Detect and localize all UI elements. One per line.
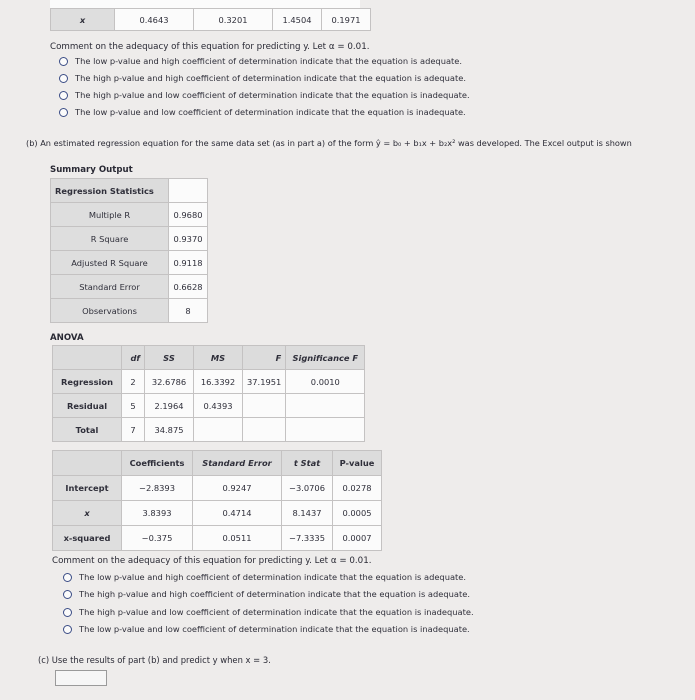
- part-a-x-tstat: 1.4504: [273, 9, 322, 31]
- option-label: The low p-value and low coefficient of determination indicate that the equation is inadequate.: [79, 624, 470, 634]
- anova-df: 5: [122, 394, 145, 418]
- coef-header-blank: [53, 451, 122, 476]
- part-a-comment: Comment on the adequacy of this equation for predicting y. Let α = 0.01.: [50, 42, 370, 52]
- anova-ss: 34.875: [145, 418, 194, 442]
- stat-label: Standard Error: [51, 275, 169, 299]
- radio-button[interactable]: [59, 108, 68, 117]
- coef-tstat: 8.1437: [282, 501, 333, 526]
- coef-row-label: x: [53, 501, 122, 526]
- empty-cell: [169, 179, 208, 203]
- stat-value: 8: [169, 299, 208, 323]
- coef-value: −2.8393: [122, 476, 193, 501]
- part-a-x-coef: 0.4643: [115, 9, 194, 31]
- stat-label: R Square: [51, 227, 169, 251]
- part-a-option-3[interactable]: [59, 88, 470, 102]
- part-a-option-2[interactable]: [59, 71, 466, 85]
- anova-header-f: F: [243, 346, 286, 370]
- coef-header-p-value: P-value: [333, 451, 382, 476]
- part-a-x-pvalue: 0.1971: [322, 9, 371, 31]
- anova-ms: [194, 418, 243, 442]
- anova-header-ss: SS: [145, 346, 194, 370]
- stat-label: Adjusted R Square: [51, 251, 169, 275]
- anova-header-blank: [53, 346, 122, 370]
- stat-value: 0.9370: [169, 227, 208, 251]
- anova-header-ms: MS: [194, 346, 243, 370]
- radio-button[interactable]: [63, 590, 72, 599]
- coef-header-coefficients: Coefficients: [122, 451, 193, 476]
- anova-f: [243, 394, 286, 418]
- radio-button[interactable]: [63, 608, 72, 617]
- coef-se: 0.4714: [193, 501, 282, 526]
- part-c-prompt: (c) Use the results of part (b) and predict y when x = 3.: [38, 655, 271, 665]
- stat-value: 0.6628: [169, 275, 208, 299]
- coef-row-label: Intercept: [53, 476, 122, 501]
- coef-pvalue: 0.0278: [333, 476, 382, 501]
- regression-statistics-header: Regression Statistics: [51, 179, 169, 203]
- anova-sig: [286, 394, 365, 418]
- part-c-answer-input[interactable]: [55, 670, 107, 686]
- option-label: The high p-value and high coefficient of determination indicate that the equation is adequate.: [75, 73, 466, 83]
- anova-title: ANOVA: [50, 333, 84, 343]
- coef-header-t-stat: t Stat: [282, 451, 333, 476]
- radio-button[interactable]: [59, 91, 68, 100]
- anova-row-label: Regression: [53, 370, 122, 394]
- stat-label: Multiple R: [51, 203, 169, 227]
- anova-sig: [286, 418, 365, 442]
- anova-f: 37.1951: [243, 370, 286, 394]
- regression-statistics-table: [50, 178, 208, 323]
- coef-value: 3.8393: [122, 501, 193, 526]
- stat-value: 0.9680: [169, 203, 208, 227]
- coef-pvalue: 0.0005: [333, 501, 382, 526]
- coef-row-label: x-squared: [53, 526, 122, 551]
- part-b-option-4[interactable]: [63, 622, 470, 636]
- part-a-option-1[interactable]: [59, 54, 462, 68]
- anova-f: [243, 418, 286, 442]
- coef-tstat: −7.3335: [282, 526, 333, 551]
- anova-row-label: Total: [53, 418, 122, 442]
- part-b-comment: Comment on the adequacy of this equation for predicting y. Let α = 0.01.: [52, 556, 372, 566]
- anova-df: 7: [122, 418, 145, 442]
- coef-pvalue: 0.0007: [333, 526, 382, 551]
- part-a-option-4[interactable]: [59, 105, 466, 119]
- part-b-option-3[interactable]: [63, 605, 474, 619]
- radio-button[interactable]: [59, 57, 68, 66]
- coef-se: 0.9247: [193, 476, 282, 501]
- part-b-option-1[interactable]: [63, 570, 466, 584]
- anova-row-label: Residual: [53, 394, 122, 418]
- part-a-x-label: x: [51, 9, 115, 31]
- option-label: The high p-value and low coefficient of determination indicate that the equation is inadequate.: [75, 90, 470, 100]
- part-b-prompt: (b) An estimated regression equation for the same data set (as in part a) of the form ŷ = b₀ + b₁x + b₂x² was developed. The Excel output is shown: [26, 138, 632, 148]
- anova-df: 2: [122, 370, 145, 394]
- part-a-x-row-table: [50, 8, 371, 31]
- option-label: The high p-value and low coefficient of determination indicate that the equation is inadequate.: [79, 607, 474, 617]
- anova-ms: 0.4393: [194, 394, 243, 418]
- anova-header-significance-f: Significance F: [286, 346, 365, 370]
- radio-button[interactable]: [59, 74, 68, 83]
- part-b-option-2[interactable]: [63, 587, 470, 601]
- anova-ss: 32.6786: [145, 370, 194, 394]
- part-a-x-se: 0.3201: [194, 9, 273, 31]
- coef-tstat: −3.0706: [282, 476, 333, 501]
- option-label: The low p-value and high coefficient of determination indicate that the equation is adequate.: [75, 56, 463, 66]
- anova-ss: 2.1964: [145, 394, 194, 418]
- coefficients-table: [52, 450, 382, 551]
- coef-se: 0.0511: [193, 526, 282, 551]
- anova-sig: 0.0010: [286, 370, 365, 394]
- anova-header-df: df: [122, 346, 145, 370]
- option-label: The low p-value and low coefficient of determination indicate that the equation is inadequate.: [75, 107, 466, 117]
- summary-output-title: Summary Output: [50, 165, 133, 175]
- anova-ms: 16.3392: [194, 370, 243, 394]
- option-label: The low p-value and high coefficient of determination indicate that the equation is adequate.: [79, 572, 467, 582]
- coef-header-standard-error: Standard Error: [193, 451, 282, 476]
- anova-table: [52, 345, 365, 442]
- radio-button[interactable]: [63, 573, 72, 582]
- stat-value: 0.9118: [169, 251, 208, 275]
- radio-button[interactable]: [63, 625, 72, 634]
- option-label: The high p-value and high coefficient of determination indicate that the equation is adequate.: [79, 589, 470, 599]
- stat-label: Observations: [51, 299, 169, 323]
- coef-value: −0.375: [122, 526, 193, 551]
